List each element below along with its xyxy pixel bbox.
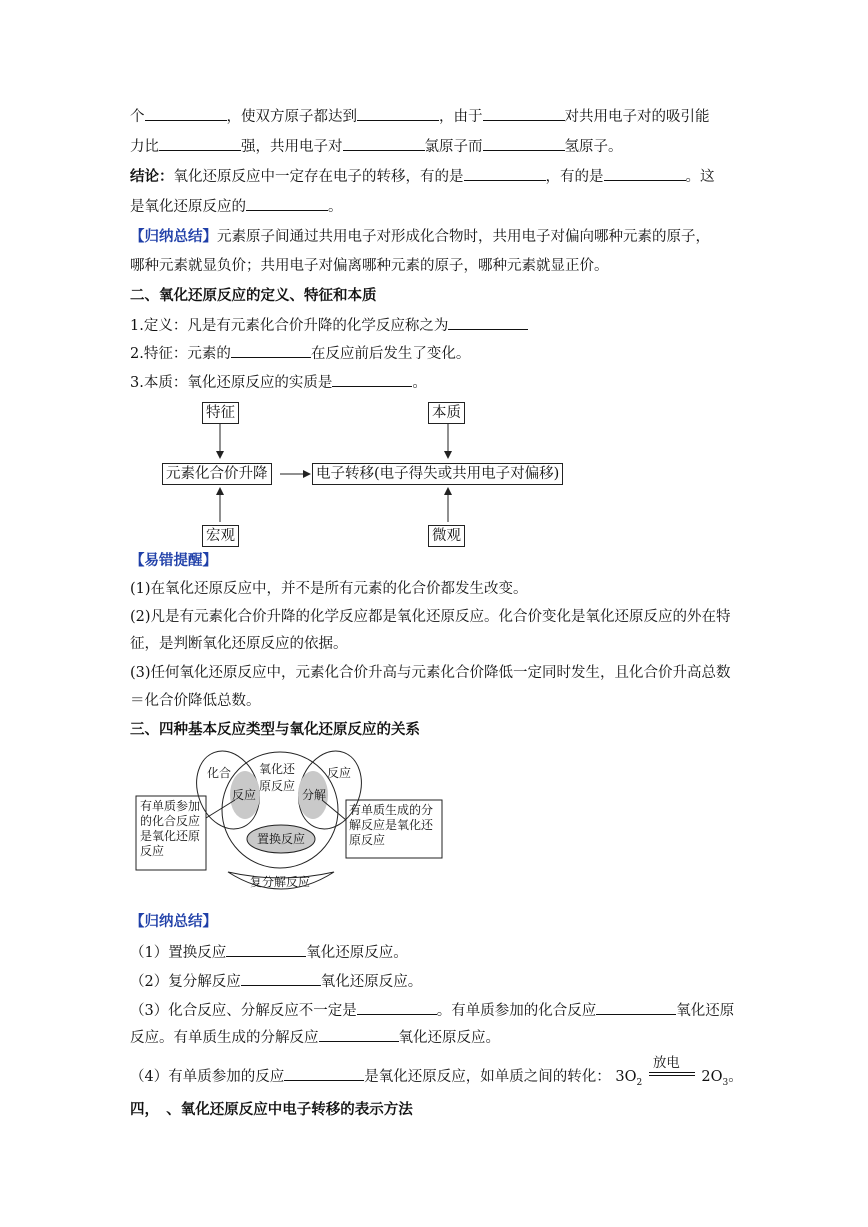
- text: 。这: [685, 169, 715, 185]
- summary-label: 【归纳总结】: [130, 913, 217, 930]
- text: 元素原子间通过共用电子对形成化合物时，共用电子对偏向哪种元素的原子，: [217, 229, 710, 245]
- warning-line: (3)任何氧化还原反应中，元素化合价升高与元素化合价降低一定同时发生，且化合价升高总数: [130, 665, 731, 681]
- text: 。: [412, 375, 427, 391]
- valence-change-box: 元素化合价升降: [162, 463, 272, 485]
- text: 氧化还原: [676, 1003, 735, 1019]
- note-line: 反应: [140, 844, 165, 858]
- equation-product: 2O: [701, 1069, 723, 1085]
- venn-label-substitution: 置换反应: [257, 832, 306, 846]
- text: ，使双方原子都达到: [226, 109, 357, 125]
- micro-box: 微观: [428, 525, 465, 547]
- note-left: [140, 799, 206, 859]
- conclusion-label: 结论：: [130, 168, 174, 185]
- summary-line: [130, 1027, 500, 1048]
- text: 氧化还原反应。: [320, 974, 423, 990]
- answer-blank[interactable]: [284, 1066, 364, 1081]
- note-line: 有单质生成的分: [349, 803, 434, 817]
- text: 力比: [130, 139, 159, 155]
- equation-condition: 放电: [652, 1055, 680, 1071]
- venn-label-double-decomposition: 复分解反应: [250, 875, 311, 889]
- equation-reactant: 3O: [615, 1069, 637, 1085]
- warning-line: (2)凡是有元素化合价升降的化学反应都是氧化还原反应。化合价变化是氧化还原反应的外在特: [130, 609, 731, 625]
- section-heading: 三、四种基本反应类型与氧化还原反应的关系: [130, 721, 420, 738]
- text: 2.特征：元素的: [130, 346, 231, 362]
- text: 。: [728, 1069, 743, 1085]
- text: 是氧化还原反应，如单质之间的转化：: [364, 1069, 611, 1085]
- text: 在反应前后发生了变化。: [310, 346, 471, 362]
- feature-box: 特征: [202, 402, 239, 424]
- note-line: 的化合反应: [140, 814, 201, 828]
- subscript: 2: [636, 1077, 643, 1088]
- text: ，有的是: [545, 169, 604, 185]
- venn-label-redox-2: 原反应: [259, 779, 296, 793]
- text: ，由于: [439, 109, 483, 125]
- note-line: 是氧化还原: [140, 829, 201, 843]
- answer-blank[interactable]: [241, 971, 321, 986]
- text: 氧化还原反应。: [398, 1030, 500, 1046]
- warning-line: ＝化合价降低总数。: [130, 693, 261, 709]
- text: 对共用电子对的吸引能: [564, 109, 710, 125]
- text: 是氧化还原反应的: [130, 199, 246, 215]
- answer-blank[interactable]: [357, 1000, 437, 1015]
- summary-line: [130, 1055, 743, 1093]
- summary-label: 【归纳总结】: [130, 228, 217, 245]
- venn-label-reaction-left: 反应: [232, 788, 257, 802]
- warning-line: (1)在氧化还原反应中，并不是所有元素的化合价都发生改变。: [130, 581, 528, 597]
- text: 1.定义：凡是有元素化合价升降的化学反应称之为: [130, 318, 449, 334]
- text: 哪种元素就显负价；共用电子对偏离哪种元素的原子，哪种元素就显正价。: [130, 258, 609, 274]
- note-line: 有单质参加: [140, 799, 201, 813]
- text: 3.本质：氧化还原反应的实质是: [130, 375, 333, 391]
- venn-label-decomposition: 分解: [302, 788, 327, 802]
- text: 强，共用电子对: [241, 139, 343, 155]
- essence-box: 本质: [428, 402, 465, 424]
- equation: [615, 1055, 729, 1093]
- venn-label-reaction-right: 反应: [327, 766, 352, 780]
- macro-box: 宏观: [202, 525, 239, 547]
- answer-blank[interactable]: [596, 1000, 676, 1015]
- text: 反应。有单质生成的分解反应: [130, 1030, 319, 1046]
- text: 氧化还原反应。: [306, 945, 408, 961]
- note-line: 解反应是氧化还: [349, 818, 434, 832]
- text: 个: [130, 109, 145, 125]
- summary-line: [130, 1000, 734, 1021]
- warning-line: 征，是判断氧化还原反应的依据。: [130, 636, 348, 652]
- answer-blank[interactable]: [226, 942, 306, 957]
- text: 。有单质参加的化合反应: [436, 1003, 597, 1019]
- summary-line: [130, 942, 408, 963]
- warning-label: 【易错提醒】: [130, 552, 217, 569]
- text: 氯原子而: [424, 139, 483, 155]
- venn-label-redox-1: 氧化还: [259, 762, 296, 776]
- venn-label-combination: 化合: [207, 766, 232, 780]
- note-line: 原反应: [349, 833, 386, 847]
- note-right: [349, 803, 443, 848]
- text: 氧化还原反应中一定存在电子的转移，有的是: [173, 169, 464, 185]
- text: 。: [328, 199, 343, 215]
- answer-blank[interactable]: [319, 1027, 399, 1042]
- electron-transfer-box: 电子转移(电子得失或共用电子对偏移): [312, 463, 563, 485]
- text: 氢原子。: [564, 139, 623, 155]
- section-heading: 四， 、氧化还原反应中电子转移的表示方法: [130, 1101, 413, 1118]
- text: （1）置换反应: [130, 945, 227, 961]
- equation-arrow: [649, 1055, 695, 1081]
- text: （4）有单质参加的反应: [130, 1069, 285, 1085]
- subscript: 3: [722, 1077, 729, 1088]
- text: （2）复分解反应: [130, 974, 241, 990]
- text: （3）化合反应、分解反应不一定是: [130, 1003, 357, 1019]
- section-heading: 二、氧化还原反应的定义、特征和本质: [130, 287, 377, 304]
- summary-line: [130, 971, 422, 992]
